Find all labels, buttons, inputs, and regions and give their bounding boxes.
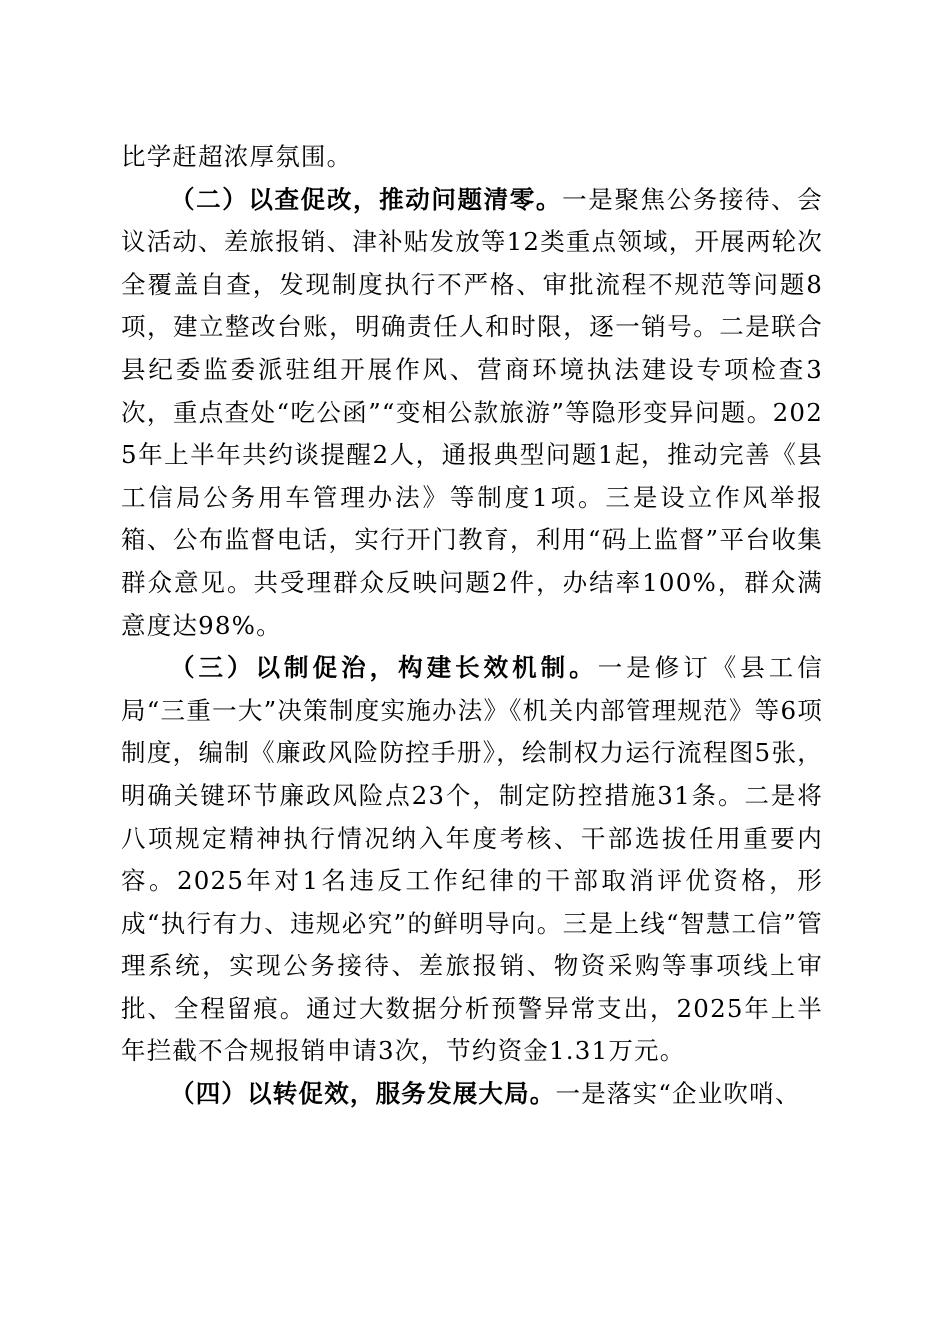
section-2-paragraph	[121, 179, 823, 648]
section-3-paragraph	[121, 647, 823, 1073]
section-4-body: 一是落实“企业吹哨、	[555, 1079, 801, 1109]
continuation-paragraph	[121, 136, 823, 179]
section-2-heading: （二）以查促改，推动问题清零。	[170, 184, 563, 214]
continuation-text: 比学赶超浓厚氛围。	[121, 142, 353, 171]
section-3-body: 一是修订《县工信局“三重一大”决策制度实施办法》《机关内部管理规范》等6项制度，编制《廉政风险防控手册》，绘制权力运行流程图5张，明确关键环节廉政风险点23个，制定防控措施31条。二是将八项规定精神执行情况纳入年度考核、干部选拔任用重要内容。2025年对1名违反工作纪律的干部取消评优资格，形成“执行有力、违规必究”的鲜明导向。三是上线“智慧工信”管理系统，实现公务接待、差旅报销、物资采购等事项线上审批、全程留痕。通过大数据分析预警异常支出，2025年上半年拦截不合规报销申请3次，节约资金1.31万元。	[121, 653, 823, 1066]
section-4-paragraph	[121, 1073, 823, 1116]
document-body	[121, 136, 823, 1116]
section-3-heading: （三）以制促治，构建长效机制。	[170, 653, 598, 683]
section-2-body: 一是聚焦公务接待、会议活动、差旅报销、津补贴发放等12类重点领域，开展两轮次全覆盖自查，发现制度执行不严格、审批流程不规范等问题8项，建立整改台账，明确责任人和时限，逐一销号。二是联合县纪委监委派驻组开展作风、营商环境执法建设专项检查3次，重点查处“吃公函”“变相公款旅游”等隐形变异问题。2025年上半年共约谈提醒2人，通报典型问题1起，推动完善《县工信局公务用车管理办法》等制度1项。三是设立作风举报箱、公布监督电话，实行开门教育，利用“码上监督”平台收集群众意见。共受理群众反映问题2件，办结率100%，群众满意度达98%。	[121, 184, 823, 640]
section-4-heading: （四）以转促效，服务发展大局。	[170, 1079, 556, 1109]
